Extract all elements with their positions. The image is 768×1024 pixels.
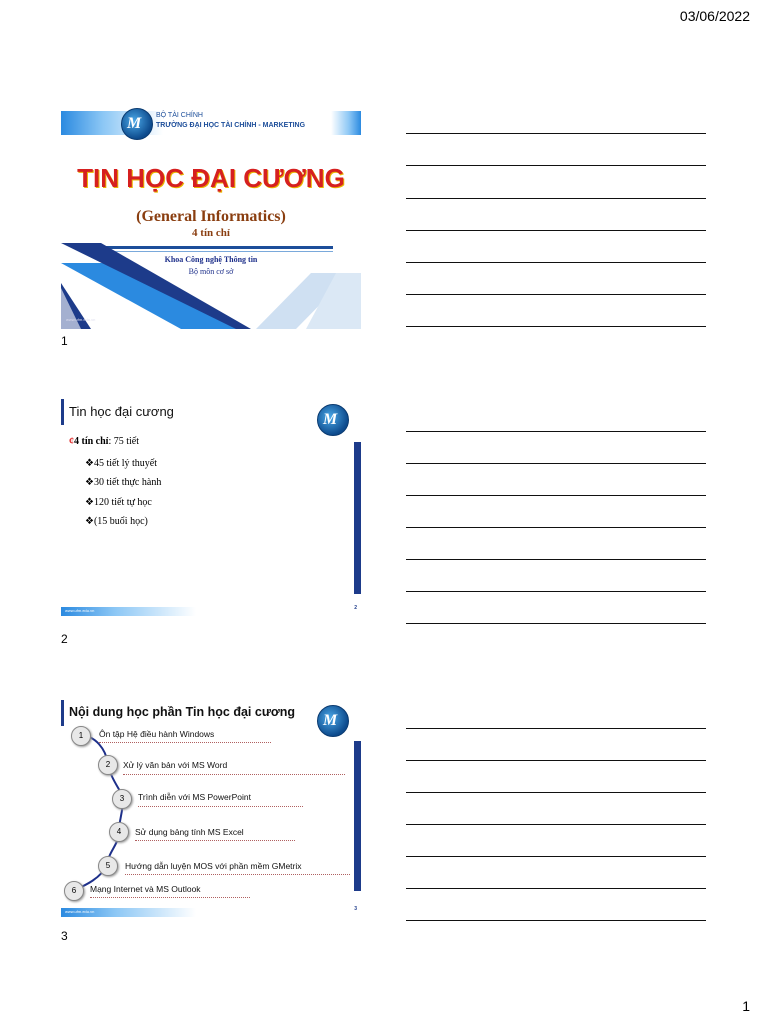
page-number: 1: [742, 998, 750, 1014]
footer-bar: www.ufm.edu.vn: [61, 908, 361, 917]
ministry-name: BỘ TÀI CHÍNH: [156, 112, 203, 119]
step-1-label: Ôn tập Hệ điều hành Windows: [99, 729, 215, 739]
note-line: [406, 559, 706, 560]
step-3-marker: 3: [112, 789, 132, 809]
note-line: [406, 792, 706, 793]
note-line: [406, 527, 706, 528]
university-logo-icon: M: [121, 108, 153, 140]
website-url: www.ufm.edu.vn: [66, 317, 96, 322]
side-accent-bar: [354, 442, 361, 594]
course-subtitle: (General Informatics): [136, 208, 286, 225]
note-line: [406, 326, 706, 327]
step-4-marker: 4: [109, 822, 129, 842]
note-line: [406, 294, 706, 295]
step-3-label: Trình diễn với MS PowerPoint: [138, 792, 251, 802]
step-5-marker: 5: [98, 856, 118, 876]
step-2-marker: 2: [98, 755, 118, 775]
note-line: [406, 198, 706, 199]
note-line: [406, 623, 706, 624]
section-name: Bộ môn cơ sở: [188, 267, 234, 276]
university-logo-icon: M: [317, 404, 349, 436]
faculty-name: Khoa Công nghệ Thông tin: [164, 255, 258, 264]
slide-title: Nội dung học phần Tin học đại cương: [69, 705, 296, 719]
step-2-label: Xử lý văn bản với MS Word: [123, 760, 228, 770]
step-6-marker: 6: [64, 881, 84, 901]
bullet-icon: ¢: [69, 436, 74, 447]
slide-page-number: 2: [354, 605, 357, 611]
title-accent: [61, 399, 64, 425]
note-line: [406, 431, 706, 432]
slide-3-thumbnail: [61, 695, 361, 921]
step-underline: [99, 742, 271, 743]
step-underline: [90, 897, 250, 898]
print-date: 03/06/2022: [679, 8, 750, 24]
step-underline: [135, 840, 295, 841]
list-item: ❖(15 buổi học): [85, 516, 148, 527]
list-item: ❖30 tiết thực hành: [85, 477, 162, 488]
slide-number: 1: [61, 334, 68, 348]
note-line: [406, 495, 706, 496]
footer-bar: www.ufm.edu.vn: [61, 607, 361, 616]
slide-number: 3: [61, 929, 68, 943]
note-line: [406, 165, 706, 166]
note-line: [406, 824, 706, 825]
note-line: [406, 463, 706, 464]
note-line: [406, 920, 706, 921]
slide-title: Tin học đại cương: [69, 404, 174, 419]
step-4-label: Sử dụng bảng tính MS Excel: [135, 827, 244, 837]
step-6-label: Mạng Internet và MS Outlook: [90, 884, 201, 894]
slide-page-number: 3: [354, 906, 357, 912]
note-line: [406, 888, 706, 889]
list-item: ❖45 tiết lý thuyết: [85, 458, 158, 469]
note-line: [406, 856, 706, 857]
note-line: [406, 760, 706, 761]
list-item: ❖120 tiết tự học: [85, 497, 152, 508]
course-credits: 4 tín chỉ: [192, 227, 230, 239]
step-underline: [125, 874, 350, 875]
note-line: [406, 728, 706, 729]
university-logo-icon: M: [317, 705, 349, 737]
slide-1-thumbnail: [61, 103, 361, 329]
credits-line: ¢4 tín chỉ: 75 tiết: [69, 436, 140, 447]
decorative-stripes: [61, 243, 361, 329]
course-title: TIN HỌC ĐẠI CƯƠNG: [77, 163, 345, 193]
step-underline: [123, 774, 345, 775]
step-1-marker: 1: [71, 726, 91, 746]
note-line: [406, 230, 706, 231]
slide-2-thumbnail: [61, 394, 361, 620]
university-name: TRƯỜNG ĐẠI HỌC TÀI CHÍNH - MARKETING: [156, 122, 306, 129]
step-underline: [138, 806, 303, 807]
step-5-label: Hướng dẫn luyện MOS với phần mềm GMetrix: [125, 861, 302, 871]
note-line: [406, 262, 706, 263]
note-line: [406, 591, 706, 592]
slide-number: 2: [61, 632, 68, 646]
note-line: [406, 133, 706, 134]
